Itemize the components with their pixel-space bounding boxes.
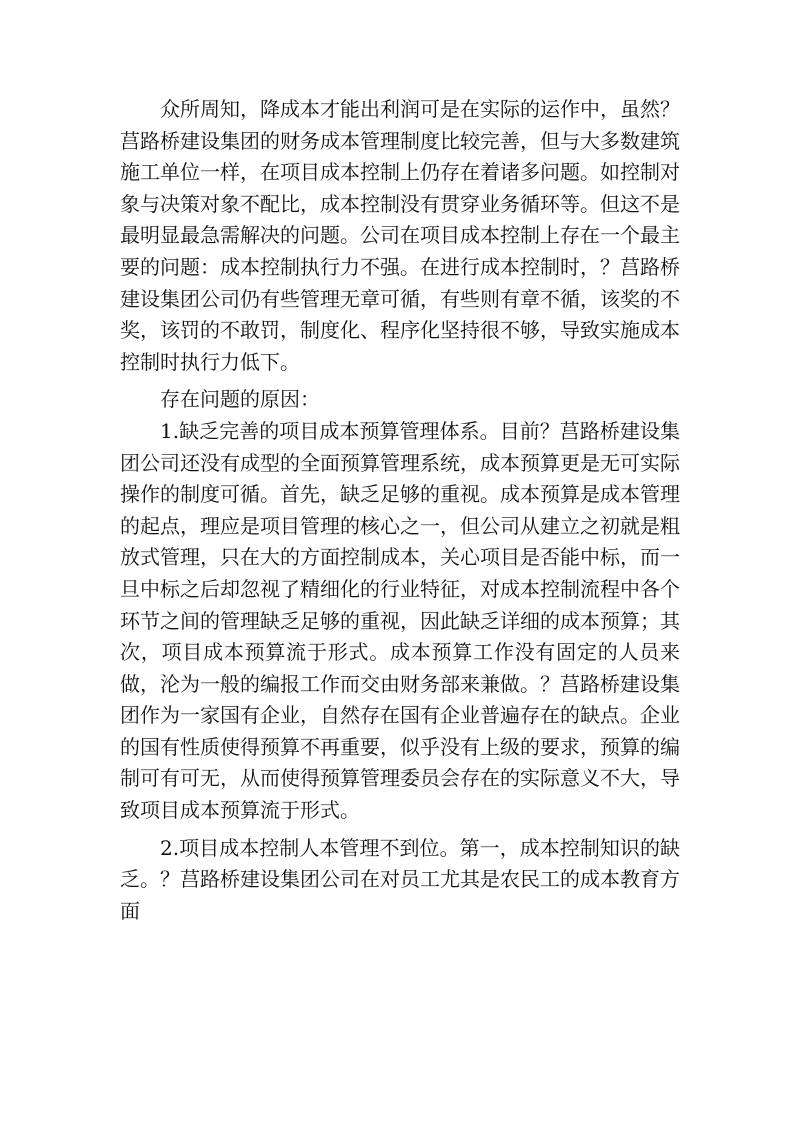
paragraph-cost-control-problem: 众所周知，降成本才能出利润可是在实际的运作中，虽然？莒路桥建设集团的财务成本管理制度比较完善，但与大多数建筑施工单位一样，在项目成本控制上仍存在着诸多问题。如控制对象与决策对象不配比，成本控制没有贯穿业务循环等。但这不是最明显最急需解决的问题。公司在项目成本控制上存在一个最主要的问题：成本控制执行力不强。在进行成本控制时，？莒路桥建设集团公司仍有些管理无章可循，有些则有章不循，该奖的不奖，该罚的不敢罚，制度化、程序化坚持很不够，导致实施成本控制时执行力低下。 <box>120 97 680 374</box>
document-body <box>120 94 680 927</box>
paragraph-causes-heading: 存在问题的原因： <box>160 387 320 412</box>
paragraph-cause-2-human-management: 2.项目成本控制人本管理不到位。第一，成本控制知识的缺乏。？莒路桥建设集团公司在对员工尤其是农民工的成本教育方面 <box>120 835 680 923</box>
paragraph-cause-1-budget-system: 1.缺乏完善的项目成本预算管理体系。目前？莒路桥建设集团公司还没有成型的全面预算管理系统，成本预算更是无可实际操作的制度可循。首先，缺乏足够的重视。成本预算是成本管理的起点，理应是项目管理的核心之一，但公司从建立之初就是粗放式管理，只在大的方面控制成本，关心项目是否能中标，而一旦中标之后却忽视了精细化的行业特征，对成本控制流程中各个环节之间的管理缺乏足够的重视，因此缺乏详细的成本预算；其次，项目成本预算流于形式。成本预算工作没有固定的人员来做，沦为一般的编报工作而交由财务部来兼做。？莒路桥建设集团作为一家国有企业，自然存在国有企业普遍存在的缺点。企业的国有性质使得预算不再重要，似乎没有上级的要求，预算的编制可有可无，从而使得预算管理委员会存在的实际意义不大，导致项目成本预算流于形式。 <box>120 418 680 823</box>
